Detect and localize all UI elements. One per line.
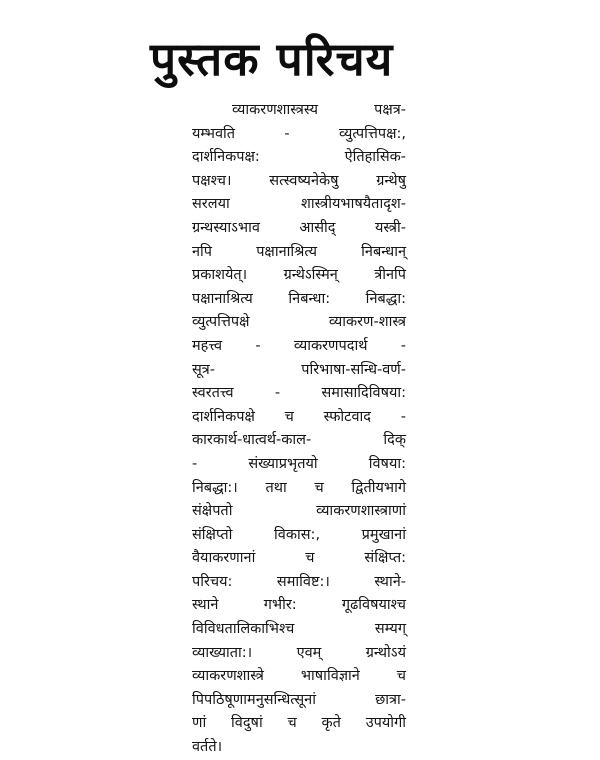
text-line: परिचय: समाविष्ट:। स्थाने- (192, 573, 406, 590)
text-line: संक्षिप्तो विकास:, प्रमुखानां (192, 526, 406, 543)
text-line: विविधतालिकाभिश्च सम्यग् (192, 621, 406, 638)
text-line: ग्रन्थस्याऽभाव आसीद् यस्त्री- (192, 219, 406, 236)
text-line: सरलया शास्त्रीयभाषयैतादृश- (192, 196, 406, 213)
text-line: व्याकरणशास्त्रे भाषाविज्ञाने च (192, 668, 406, 685)
text-line: व्युत्पत्तिपक्षे व्याकरण-शास्त्र (192, 314, 406, 331)
text-line: व्याख्याता:। एवम् ग्रन्थोऽयं (192, 644, 406, 661)
text-line: कारकार्थ-धात्वर्थ-काल- दिक् (192, 432, 406, 449)
text-line: महत्त्व - व्याकरणपदार्थ - (192, 337, 406, 354)
article-body (192, 99, 406, 760)
text-line: दार्शनिकपक्षे च स्फोटवाद - (192, 408, 406, 425)
text-line: वर्तते। (192, 739, 223, 756)
text-line: व्याकरणशास्त्रस्य पक्षत्र- (232, 102, 406, 118)
text-line: सूत्र- परिभाषा-सन्धि-वर्ण- (192, 361, 406, 378)
section-title: पुस्तक परिचय (150, 32, 394, 86)
text-line: पक्षानाश्रित्य निबन्धा: निबद्धा: (192, 290, 406, 307)
text-line: पक्षश्च। सत्स्वष्यनेकेषु ग्रन्थेषु (192, 172, 406, 189)
text-line: स्थाने गभीर: गूढविषयाश्च (192, 597, 406, 614)
text-line: दार्शनिकपक्ष: ऐतिहासिक- (192, 149, 406, 166)
text-line: पिपठिषूणामनुसन्धित्सूनां छात्रा- (192, 691, 406, 708)
text-line: यम्भवति - व्युत्पत्तिपक्ष:, (192, 125, 406, 142)
text-line: - संख्याप्रभृतयो विषया: (192, 455, 406, 472)
text-line: नपि पक्षानाश्रित्य निबन्धान् (192, 243, 406, 260)
text-line: संक्षेपतो व्याकरणशास्त्राणां (192, 503, 406, 520)
text-line: प्रकाशयेत्। ग्रन्थेऽस्मिन् त्रीनपि (192, 267, 406, 284)
text-line: स्वरतत्त्व - समासादिविषया: (192, 385, 406, 402)
text-line: निबद्धा:। तथा च द्वितीयभागे (192, 479, 406, 496)
text-line: वैयाकरणानां च संक्षिप्त: (192, 550, 406, 567)
text-line: णां विदुषां च कृते उपयोगी (192, 715, 406, 732)
